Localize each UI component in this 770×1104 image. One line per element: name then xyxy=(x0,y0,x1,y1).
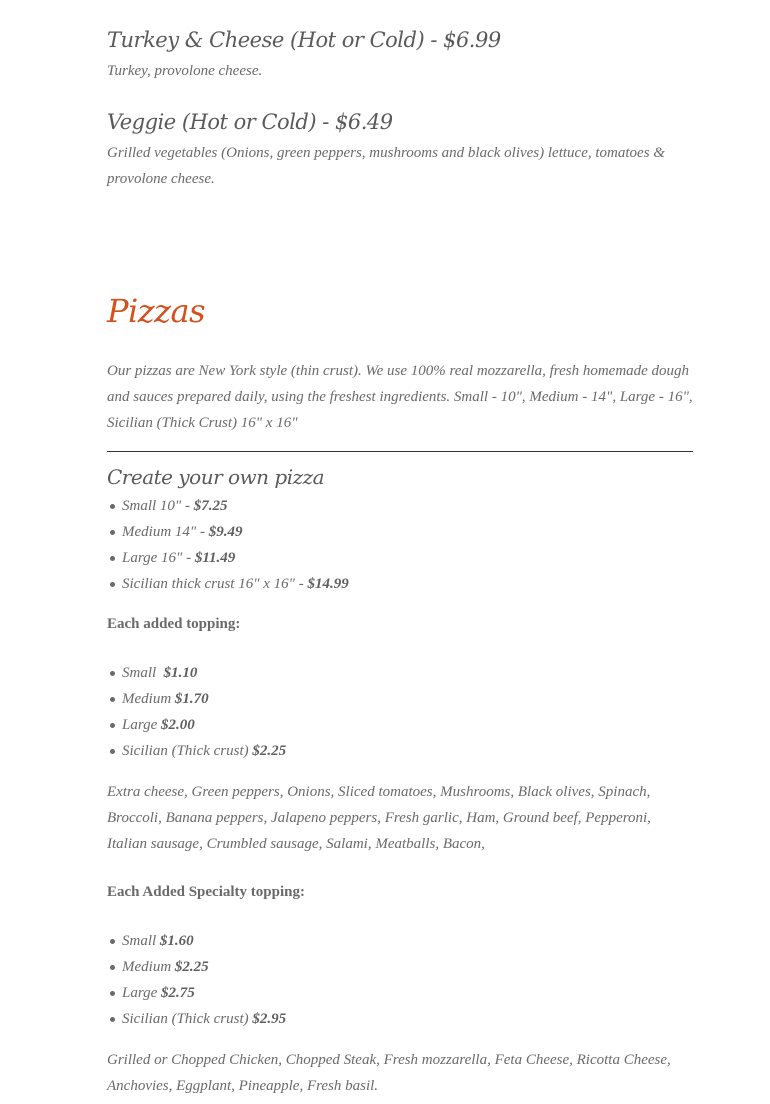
list-item xyxy=(122,954,286,980)
specialty-size-label: Large xyxy=(122,985,162,1001)
list-item xyxy=(122,545,349,571)
menu-item-description: Turkey, provolone cheese. xyxy=(107,63,263,79)
topping-size-label: Sicilian (Thick crust) xyxy=(122,743,253,759)
specialty-price-list xyxy=(107,928,286,1032)
list-item xyxy=(122,686,286,712)
specialty-size-label: Sicilian (Thick crust) xyxy=(122,1011,253,1027)
specialty-price: $1.60 xyxy=(159,933,194,949)
specialty-price: $2.25 xyxy=(174,959,209,975)
specialty-price: $2.75 xyxy=(161,985,195,1001)
size-label: Small 10" - xyxy=(122,498,194,514)
topping-price: $1.10 xyxy=(163,665,198,681)
specialty-price: $2.95 xyxy=(252,1011,287,1027)
toppings-list: Extra cheese, Green peppers, Onions, Sliced tomatoes, Mushrooms, Black olives, Spinach, Broccoli, Banana peppers, Jalapeno peppers, Fresh garlic, Ham, Ground beef, Pepperoni, Italian sausage, Crumbled sausage, Salami, Meatballs, Bacon, xyxy=(107,784,651,852)
section-divider xyxy=(107,451,693,452)
list-item xyxy=(122,928,286,954)
pizza-size-list xyxy=(107,493,349,597)
topping-price-list xyxy=(107,660,286,764)
list-item xyxy=(122,571,349,597)
size-price: $9.49 xyxy=(208,524,243,540)
list-item xyxy=(122,980,286,1006)
list-item xyxy=(122,712,286,738)
list-item xyxy=(122,738,286,764)
topping-price: $2.00 xyxy=(161,717,195,733)
size-price: $7.25 xyxy=(193,498,228,514)
size-price: $14.99 xyxy=(307,576,349,592)
specialty-size-label: Small xyxy=(122,933,160,949)
topping-size-label: Medium xyxy=(122,691,175,707)
specialty-size-label: Medium xyxy=(122,959,175,975)
size-price: $11.49 xyxy=(194,550,236,566)
list-item xyxy=(122,493,349,519)
specialty-topping-label: Each Added Specialty topping: xyxy=(107,884,305,900)
topping-size-label: Small xyxy=(122,665,164,681)
list-item xyxy=(122,1006,286,1032)
size-label: Medium 14" - xyxy=(122,524,209,540)
specialty-toppings-list: Grilled or Chopped Chicken, Chopped Steak, Fresh mozzarella, Feta Cheese, Ricotta Cheese, Anchovies, Eggplant, Pineapple, Fresh basil. xyxy=(107,1052,671,1094)
topping-size-label: Large xyxy=(122,717,162,733)
menu-item-title: Veggie (Hot or Cold) - $6.49 xyxy=(107,110,393,134)
list-item xyxy=(122,519,349,545)
topping-price: $1.70 xyxy=(174,691,209,707)
list-item xyxy=(122,660,286,686)
topping-price: $2.25 xyxy=(252,743,287,759)
pizzas-intro: Our pizzas are New York style (thin crust). We use 100% real mozzarella, fresh homemade dough and sauces prepared daily, using the freshest ingredients. Small - 10", Medium - 14", Large - 16", Sicilian (Thick Crust) 16" x 16" xyxy=(107,363,693,431)
create-your-own-title: Create your own pizza xyxy=(107,465,325,489)
size-label: Sicilian thick crust 16" x 16" - xyxy=(122,576,308,592)
topping-label: Each added topping: xyxy=(107,616,241,632)
menu-item-title: Turkey & Cheese (Hot or Cold) - $6.99 xyxy=(107,28,501,52)
section-title-pizzas: Pizzas xyxy=(107,292,205,330)
menu-item-description: Grilled vegetables (Onions, green peppers, mushrooms and black olives) lettuce, tomatoes & provolone cheese. xyxy=(107,145,665,187)
size-label: Large 16" - xyxy=(122,550,195,566)
